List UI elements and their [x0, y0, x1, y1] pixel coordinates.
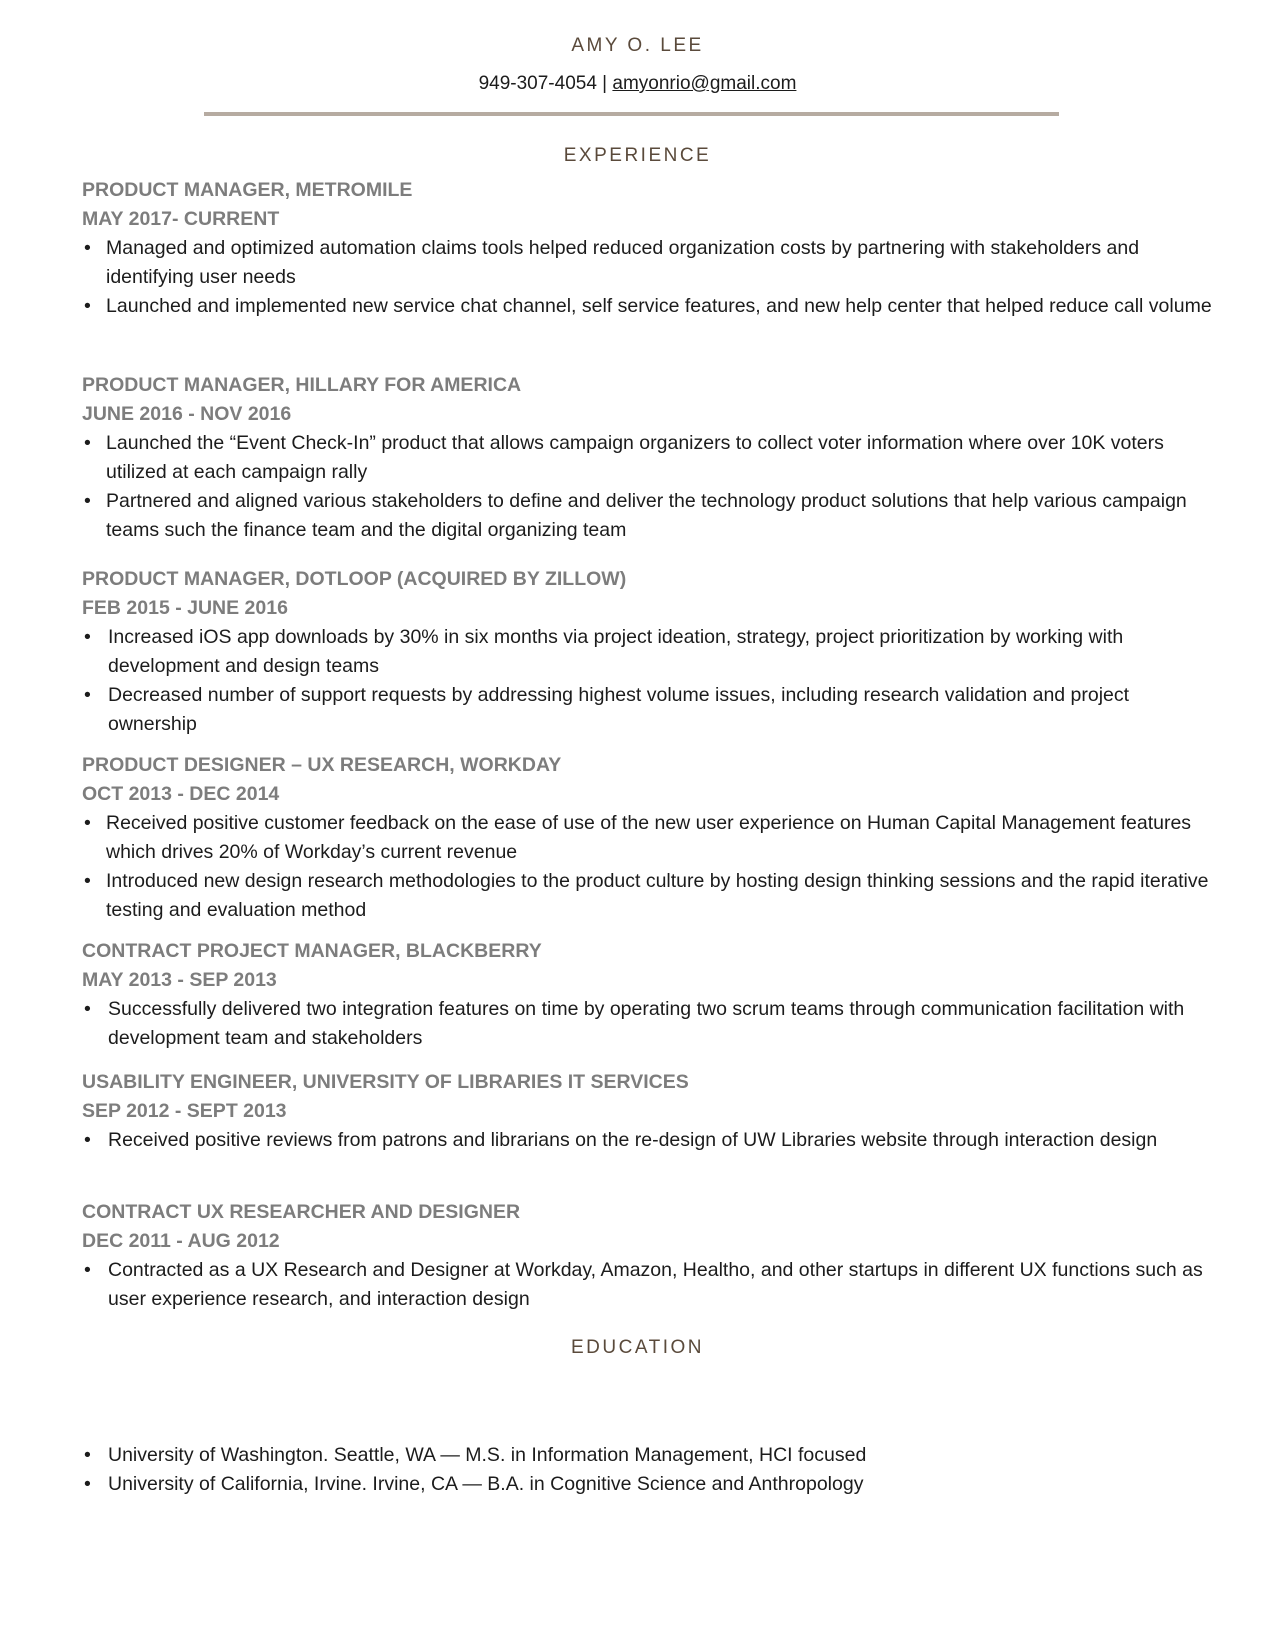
- bullet-icon: •: [84, 432, 91, 454]
- bullet-icon: •: [84, 812, 91, 834]
- job-title: CONTRACT PROJECT MANAGER, BLACKBERRY: [82, 940, 542, 962]
- job-entry: [82, 565, 1212, 739]
- bullet-icon: •: [84, 1473, 91, 1495]
- bullet-icon: •: [84, 870, 91, 892]
- job-dates: FEB 2015 - JUNE 2016: [82, 597, 288, 619]
- job-bullet-list: [82, 809, 1212, 925]
- job-entry: [82, 371, 1212, 545]
- bullet-icon: •: [84, 237, 91, 259]
- job-dates: OCT 2013 - DEC 2014: [82, 783, 280, 805]
- list-item: [82, 623, 1212, 681]
- list-item: [82, 1256, 1212, 1314]
- candidate-name: AMY O. LEE: [571, 35, 704, 56]
- email-link[interactable]: amyonrio@gmail.com: [612, 73, 797, 94]
- bullet-text: Managed and optimized automation claims tools helped reduced organization costs by partnering with stakeholders and identifying user needs: [106, 237, 1140, 288]
- bullet-text: Launched and implemented new service chat channel, self service features, and new help center that helped reduce call volume: [106, 295, 1212, 317]
- job-dates: MAY 2013 - SEP 2013: [82, 969, 277, 991]
- bullet-text: Launched the “Event Check-In” product that allows campaign organizers to collect voter information where over 10K voters utilized at each campaign rally: [106, 432, 1164, 483]
- list-item: [82, 1126, 1212, 1155]
- job-dates: MAY 2017- CURRENT: [82, 208, 280, 230]
- job-title: PRODUCT MANAGER, METROMILE: [82, 179, 413, 201]
- bullet-icon: •: [84, 684, 91, 706]
- job-entry: [82, 751, 1212, 925]
- bullet-icon: •: [84, 1444, 91, 1466]
- job-dates: DEC 2011 - AUG 2012: [82, 1230, 280, 1252]
- job-dates: SEP 2012 - SEPT 2013: [82, 1100, 287, 1122]
- job-bullet-list: [82, 995, 1212, 1053]
- education-list-container: [82, 1441, 1212, 1499]
- job-entry: [82, 176, 1212, 321]
- education-entry: University of Washington. Seattle, WA — M.S. in Information Management, HCI focused: [108, 1444, 867, 1466]
- job-bullet-list: [82, 234, 1212, 321]
- bullet-text: Increased iOS app downloads by 30% in six months via project ideation, strategy, project prioritization by working with development and design teams: [108, 626, 1124, 677]
- contact-separator: |: [596, 73, 613, 94]
- job-title: PRODUCT MANAGER, HILLARY FOR AMERICA: [82, 374, 522, 396]
- job-entry: [82, 1198, 1212, 1314]
- bullet-text: Contracted as a UX Research and Designer at Workday, Amazon, Healtho, and other startups in different UX functions such as user experience research, and interaction design: [108, 1259, 1203, 1310]
- job-title: PRODUCT MANAGER, DOTLOOP (ACQUIRED BY ZILLOW): [82, 568, 627, 590]
- list-item: [82, 1441, 1212, 1470]
- list-item: [82, 995, 1212, 1053]
- list-item: [82, 487, 1212, 545]
- bullet-icon: •: [84, 1129, 91, 1151]
- job-bullet-list: [82, 1126, 1212, 1155]
- list-item: [82, 234, 1212, 292]
- job-title: PRODUCT DESIGNER – UX RESEARCH, WORKDAY: [82, 754, 562, 776]
- list-item: [82, 809, 1212, 867]
- phone-number: 949-307-4054: [478, 73, 597, 94]
- header-divider: [204, 112, 1059, 116]
- experience-section-title: EXPERIENCE: [563, 145, 712, 166]
- job-bullet-list: [82, 623, 1212, 739]
- list-item: [82, 867, 1212, 925]
- job-dates: JUNE 2016 - NOV 2016: [82, 403, 292, 425]
- job-entry: [82, 937, 1212, 1053]
- job-title: USABILITY ENGINEER, UNIVERSITY OF LIBRARIES IT SERVICES: [82, 1071, 689, 1093]
- bullet-text: Received positive reviews from patrons and librarians on the re-design of UW Libraries website through interaction design: [108, 1129, 1158, 1151]
- job-bullet-list: [82, 429, 1212, 545]
- education-section-title: EDUCATION: [571, 1337, 704, 1358]
- job-title: CONTRACT UX RESEARCHER AND DESIGNER: [82, 1201, 521, 1223]
- list-item: [82, 429, 1212, 487]
- bullet-text: Partnered and aligned various stakeholders to define and deliver the technology product solutions that help various campaign teams such the finance team and the digital organizing team: [106, 490, 1187, 541]
- bullet-text: Introduced new design research methodologies to the product culture by hosting design thinking sessions and the rapid iterative testing and evaluation method: [106, 870, 1209, 921]
- bullet-icon: •: [84, 490, 91, 512]
- contact-line: [0, 73, 1275, 95]
- list-item: [82, 1470, 1212, 1499]
- job-entry: [82, 1068, 1212, 1155]
- education-list: [82, 1441, 1212, 1499]
- bullet-text: Received positive customer feedback on the ease of use of the new user experience on Human Capital Management features which drives 20% of Workday’s current revenue: [106, 812, 1192, 863]
- list-item: [82, 681, 1212, 739]
- bullet-icon: •: [84, 1259, 91, 1281]
- list-item: [82, 292, 1212, 321]
- education-entry: University of California, Irvine. Irvine, CA — B.A. in Cognitive Science and Anthropology: [108, 1473, 864, 1495]
- bullet-text: Decreased number of support requests by addressing highest volume issues, including research validation and project ownership: [108, 684, 1130, 735]
- bullet-icon: •: [84, 295, 91, 317]
- bullet-icon: •: [84, 626, 91, 648]
- bullet-text: Successfully delivered two integration features on time by operating two scrum teams through communication facilitation with development team and stakeholders: [108, 998, 1185, 1049]
- bullet-icon: •: [84, 998, 91, 1020]
- job-bullet-list: [82, 1256, 1212, 1314]
